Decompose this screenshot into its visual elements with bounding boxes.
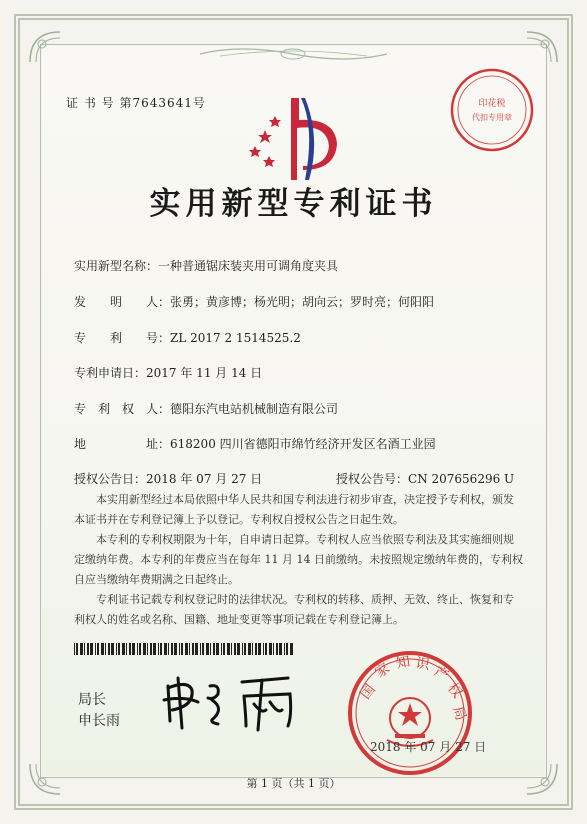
barcode-bar — [263, 643, 264, 655]
certificate-number: 证 书 号 第7643641号 — [66, 96, 206, 110]
barcode-bar — [132, 643, 135, 655]
barcode-bar — [202, 643, 204, 655]
tax-stamp-seal — [448, 66, 536, 154]
barcode-bar — [116, 643, 117, 655]
barcode-bar — [189, 643, 190, 655]
barcode-bar — [181, 643, 183, 655]
barcode-bar — [200, 643, 201, 655]
barcode-bar — [192, 643, 194, 655]
certificate-body — [74, 490, 524, 630]
barcode-bar — [290, 643, 293, 655]
barcode-bar — [171, 643, 173, 655]
barcode-bar — [279, 643, 282, 655]
barcode-bar — [195, 643, 198, 655]
barcode-bar — [242, 643, 243, 655]
barcode-bar — [248, 643, 251, 655]
director-title: 局长 — [78, 692, 106, 708]
grant-number — [336, 470, 514, 487]
barcode-bar — [160, 643, 162, 655]
barcode-bar — [276, 643, 278, 655]
director-name: 申长雨 — [78, 713, 120, 729]
field-value: ZL 2017 2 1514525.2 — [170, 331, 301, 345]
barcode-bar — [213, 643, 215, 655]
barcode-bar — [227, 643, 230, 655]
barcode-bar — [258, 643, 261, 655]
svg-text:代扣专用章: 代扣专用章 — [472, 113, 512, 122]
barcode-bar — [158, 643, 159, 655]
grant-number-value: CN 207656296 U — [408, 472, 515, 486]
field-label: 专 利 号： — [74, 331, 171, 345]
barcode-bar — [139, 643, 141, 655]
seal-date: 2018 年 07 月 27 日 — [370, 740, 487, 754]
svg-text:局: 局 — [449, 704, 469, 723]
barcode-bar — [84, 643, 85, 655]
svg-text:权: 权 — [443, 680, 466, 702]
field-utility-model-name — [74, 257, 338, 274]
barcode-bar — [237, 643, 240, 655]
barcode-icon — [74, 643, 296, 655]
barcode-bar — [206, 643, 209, 655]
page-number: 第 1 页（共 1 页） — [246, 777, 341, 790]
barcode-bar — [179, 643, 180, 655]
barcode-bar — [122, 643, 125, 655]
corner-ornament-icon — [28, 30, 62, 64]
barcode-bar — [111, 643, 114, 655]
director-signature — [158, 666, 308, 736]
barcode-bar — [87, 643, 89, 655]
barcode-bar — [76, 643, 78, 655]
barcode-bar — [255, 643, 257, 655]
barcode-bar — [284, 643, 285, 655]
barcode-bar — [252, 643, 253, 655]
field-inventors — [74, 293, 434, 310]
barcode-bar — [210, 643, 211, 655]
svg-text:产: 产 — [431, 663, 452, 685]
svg-text:印花税: 印花税 — [478, 99, 506, 109]
corner-ornament-icon — [525, 30, 559, 64]
barcode-bar — [265, 643, 267, 655]
barcode-bar — [101, 643, 104, 655]
barcode-bar — [80, 643, 83, 655]
top-ornament-icon — [200, 44, 387, 64]
barcode-bar — [105, 643, 106, 655]
svg-text:知: 知 — [394, 653, 412, 672]
field-application-date — [74, 364, 262, 381]
barcode-bar — [95, 643, 96, 655]
barcode-bar — [269, 643, 272, 655]
barcode-bar — [286, 643, 288, 655]
barcode-bar — [150, 643, 152, 655]
grant-date — [74, 470, 262, 487]
barcode-bar — [147, 643, 148, 655]
page-title: 实用新型专利证书 — [149, 186, 438, 222]
barcode-bar — [153, 643, 156, 655]
grant-date-value: 2018 年 07 月 27 日 — [146, 472, 263, 486]
svg-text:家: 家 — [372, 660, 393, 682]
field-patentee — [74, 400, 338, 417]
field-label: 专利申请日： — [74, 366, 147, 380]
field-value: 2017 年 11 月 14 日 — [146, 366, 263, 380]
barcode-bar — [143, 643, 146, 655]
barcode-bar — [118, 643, 120, 655]
barcode-bar — [168, 643, 169, 655]
field-value: 德阳东汽电站机械制造有限公司 — [170, 402, 339, 416]
field-value: 618200 四川省德阳市绵竹经济开发区名酒工业园 — [170, 437, 436, 451]
field-value: 张勇；黄彦博；杨光明；胡向云；罗时亮；何阳阳 — [170, 295, 435, 309]
barcode-bar — [129, 643, 131, 655]
field-label: 专 利 权 人： — [74, 402, 171, 416]
barcode-bar — [97, 643, 99, 655]
grant-date-label: 授权公告日： — [74, 472, 147, 486]
barcode-bar — [223, 643, 225, 655]
barcode-bar — [174, 643, 177, 655]
body-paragraph: 本专利的专利权期限为十年，自申请日起算。专利权人应当依照专利法及其实施细则规定缴纳年费。本专利的年费应当在每年 11 月 14 日前缴纳。未按照规定缴纳年费的，专利权自应当缴纳年费期满之日起终止。 — [74, 533, 523, 586]
svg-text:识: 识 — [414, 655, 431, 674]
cnipa-logo — [245, 88, 345, 188]
barcode-bar — [185, 643, 188, 655]
barcode-bar — [244, 643, 246, 655]
barcode-bar — [234, 643, 236, 655]
barcode-bar — [90, 643, 93, 655]
barcode-bar — [221, 643, 222, 655]
body-paragraph: 本实用新型经过本局依照中华人民共和国专利法进行初步审查，决定授予专利权，颁发本证书并在专利登记簿上予以登记。专利权自授权公告之日起生效。 — [74, 493, 514, 526]
barcode-bar — [216, 643, 219, 655]
barcode-bar — [231, 643, 232, 655]
barcode-bar — [137, 643, 138, 655]
barcode-bar — [126, 643, 127, 655]
barcode-bar — [164, 643, 167, 655]
grant-number-label: 授权公告号： — [336, 472, 409, 486]
field-label: 实用新型名称： — [74, 259, 159, 273]
field-address — [74, 435, 436, 452]
barcode-bar — [108, 643, 110, 655]
barcode-bar — [273, 643, 274, 655]
field-label: 发 明 人： — [74, 295, 171, 309]
field-value: 一种普通锯床装夹用可调角度夹具 — [158, 259, 339, 273]
body-paragraph: 专利证书记载专利权登记时的法律状况。专利权的转移、质押、无效、终止、恢复和专利权人的姓名或名称、国籍、地址变更等事项记载在专利登记簿上。 — [74, 593, 514, 626]
svg-text:国: 国 — [357, 681, 379, 703]
field-label: 地 址： — [74, 437, 171, 451]
barcode-bar — [74, 643, 75, 655]
cnipa-official-seal — [345, 648, 475, 778]
field-patent-number — [74, 329, 301, 346]
